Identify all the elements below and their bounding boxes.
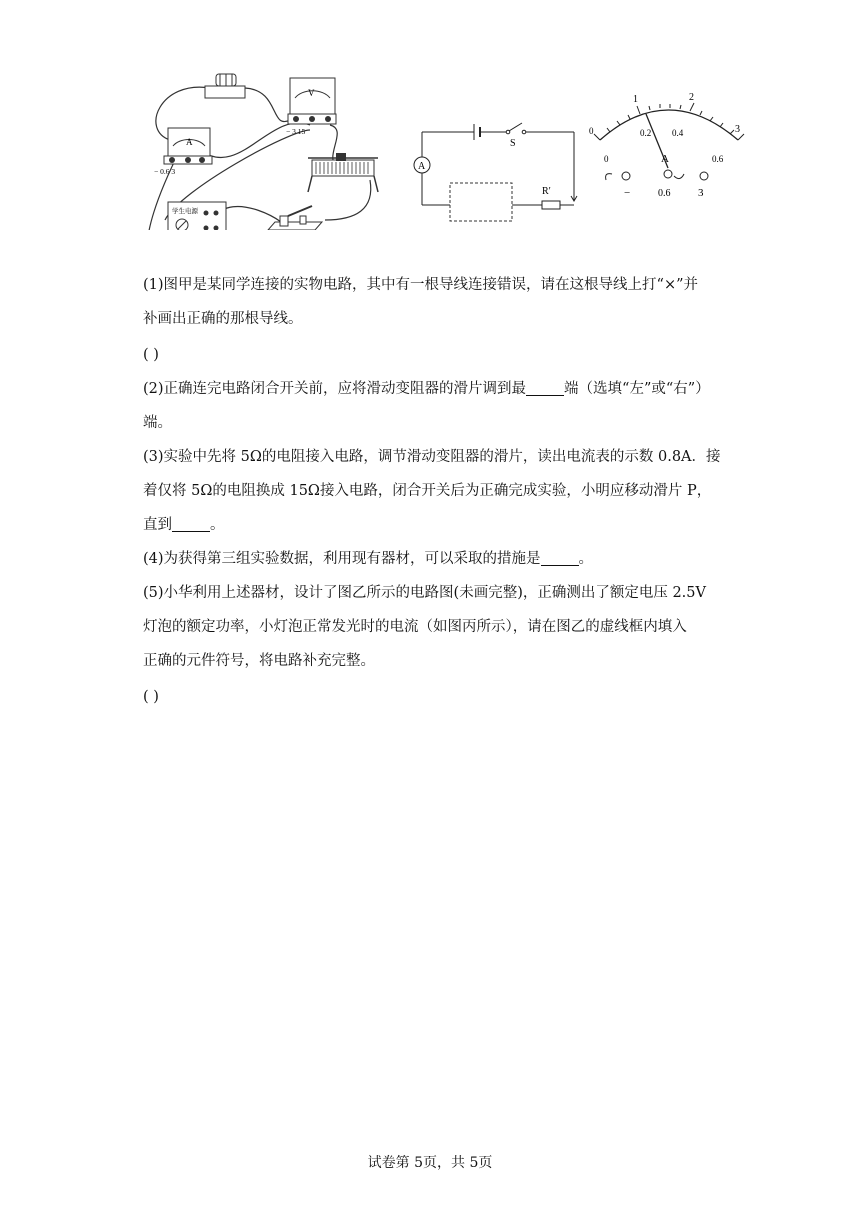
ammeter-symbol-label: A bbox=[418, 161, 426, 172]
q3-text-a: 直到 bbox=[143, 517, 172, 533]
switch-symbol bbox=[506, 123, 526, 149]
ammeter-symbol bbox=[414, 157, 430, 173]
q1-answer-parentheses: ( ) bbox=[143, 347, 159, 363]
scale-top-3: 3 bbox=[735, 124, 740, 135]
sliding-rheostat bbox=[308, 153, 378, 192]
q5-line-2: 灯泡的额定功率，小灯泡正常发光时的电流（如图丙所示），请在图乙的虚线框内填入 bbox=[143, 619, 687, 635]
terminal-3: 3 bbox=[698, 187, 704, 199]
q1-line-1: (1)图甲是某同学连接的实物电路，其中有一根导线连接错误，请在这根导线上打“×”并 bbox=[143, 277, 699, 293]
dial-meter-label: A bbox=[661, 153, 669, 165]
ammeter-terminals: − 0.6 3 bbox=[154, 167, 176, 176]
scale-zero-top: 0 bbox=[589, 126, 594, 136]
q5-line-3: 正确的元件符号，将电路补充完整。 bbox=[143, 653, 375, 669]
schematic-drawing bbox=[412, 70, 582, 230]
power-supply bbox=[168, 202, 226, 230]
ammeter bbox=[154, 128, 212, 176]
q5-line-1: (5)小华利用上述器材，设计了图乙所示的电路图(未画完整)，正确测出了额定电压 2.5V bbox=[143, 585, 706, 601]
switch-label: S bbox=[510, 138, 516, 149]
terminal-0.6: 0.6 bbox=[658, 188, 671, 199]
q2-line-2: 端。 bbox=[143, 415, 172, 431]
q4-answer-blank[interactable] bbox=[541, 547, 579, 566]
q3-line-1: (3)实验中先将 5Ω的电阻接入电路，调节滑动变阻器的滑片，读出电流表的示数 0.8A．接 bbox=[143, 449, 721, 465]
figure-row bbox=[140, 70, 760, 230]
voltmeter bbox=[286, 78, 336, 136]
q3-line-2: 着仅将 5Ω的电阻换成 15Ω接入电路，闭合开关后为正确完成实验，小明应移动滑片 P， bbox=[143, 483, 712, 499]
q4-line-1 bbox=[143, 542, 723, 576]
q3-line-3 bbox=[143, 508, 723, 542]
q4-text-a: (4)为获得第三组实验数据，利用现有器材，可以采取的措施是 bbox=[143, 551, 541, 567]
scale-bottom-0.4: 0.4 bbox=[672, 128, 684, 138]
q2-line-1 bbox=[143, 372, 723, 406]
scale-bottom-0.2: 0.2 bbox=[640, 128, 652, 138]
q3-text-b: 。 bbox=[210, 517, 225, 533]
q2-answer-blank[interactable] bbox=[526, 377, 564, 396]
lamp bbox=[205, 74, 245, 98]
figure-jia-physical-circuit bbox=[140, 70, 385, 230]
q5-answer-parentheses: ( ) bbox=[143, 689, 159, 705]
figure-yi-schematic bbox=[412, 70, 582, 230]
battery-symbol bbox=[474, 124, 480, 140]
dial-arc bbox=[600, 110, 738, 140]
terminal-minus: − bbox=[624, 187, 631, 199]
power-supply-label: 学生电源 bbox=[172, 207, 198, 215]
scale-top-1: 1 bbox=[633, 94, 638, 105]
scale-top-2: 2 bbox=[689, 92, 694, 103]
rheostat-label: R′ bbox=[542, 186, 551, 197]
scale-bottom-0: 0 bbox=[604, 154, 609, 164]
dial-ticks bbox=[594, 103, 744, 140]
page-footer: 试卷第 5页，共 5页 bbox=[367, 1155, 493, 1171]
q2-text-b: 端（选填“左”或“右”） bbox=[564, 381, 710, 397]
dial-terminals bbox=[606, 170, 708, 180]
ammeter-dial-drawing bbox=[588, 70, 760, 230]
wire bbox=[325, 180, 371, 220]
scale-bottom-0.6: 0.6 bbox=[712, 154, 724, 164]
voltmeter-terminals: − 3 15 bbox=[286, 127, 306, 136]
wire bbox=[245, 88, 290, 122]
q1-line-2: 补画出正确的那根导线。 bbox=[143, 311, 303, 327]
figure-bing-ammeter-dial bbox=[588, 70, 760, 230]
voltmeter-label: V bbox=[308, 88, 315, 98]
ammeter-label: A bbox=[186, 137, 193, 147]
rheostat-symbol bbox=[542, 186, 577, 209]
physical-circuit-drawing bbox=[140, 70, 385, 230]
question-block bbox=[143, 268, 723, 714]
q3-answer-blank[interactable] bbox=[172, 513, 210, 532]
q4-text-b: 。 bbox=[578, 551, 594, 567]
q2-text-a: (2)正确连完电路闭合开关前，应将滑动变阻器的滑片调到最 bbox=[143, 381, 527, 397]
dashed-blank-box bbox=[450, 183, 512, 221]
